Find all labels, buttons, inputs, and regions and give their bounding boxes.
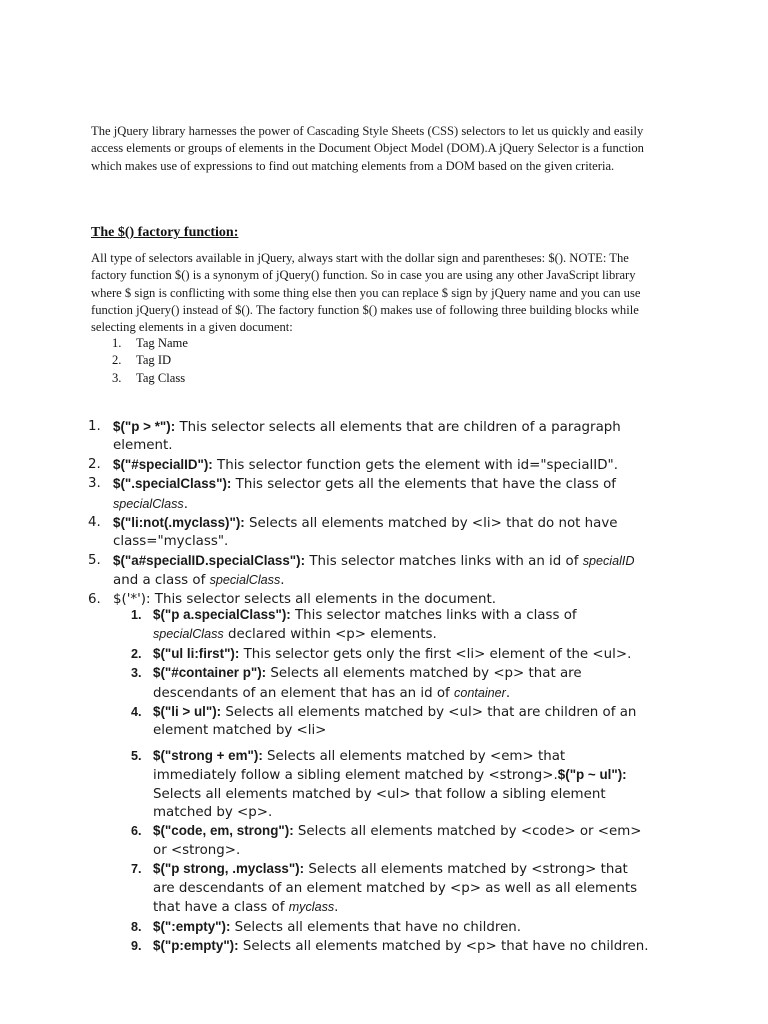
list-item: [131, 747, 651, 823]
selector-description: Selects all elements matched by <strong> that are descendants of an element matched by <p> as well as all elements that have a class of: [153, 862, 638, 916]
class-name: specialClass: [113, 496, 184, 511]
class-name: myclass: [288, 900, 335, 915]
selector-code: $("code, em, strong"):: [153, 823, 294, 839]
list-number: 2.: [131, 646, 142, 661]
selector-code: $(":empty"):: [153, 918, 231, 934]
class-name: specialClass: [209, 573, 281, 588]
description-tail: .: [334, 900, 339, 916]
list-body: [153, 918, 651, 937]
selector-code: $("p ~ ul"):: [557, 767, 627, 783]
list-number: 2.: [88, 456, 101, 472]
description-tail: .: [505, 685, 511, 701]
selector-description: This selector gets only the first <li> element of the <ul>.: [239, 646, 632, 662]
list-body: [153, 606, 651, 645]
list-body: [113, 552, 648, 591]
list-number: 5.: [131, 748, 142, 763]
factory-function-paragraph: All type of selectors available in jQuery, always start with the dollar sign and parentheses: $(). NOTE: The factory function $() is a synonym of jQuery() function. So in case you are using any other JavaScript library where $ sign is conflicting with some thing else then you can replace $ sign by jQuery name and you can use function jQuery() instead of $(). The factory function $() makes use of following three building blocks while selecting elements in a given document:: [91, 251, 641, 335]
section-heading: The $() factory function:: [91, 225, 239, 240]
selector-code: $("#container p"):: [153, 665, 267, 681]
list-text: Tag ID: [136, 353, 172, 368]
selector-description: Selects all elements matched by <ul> that are children of an element matched by <li>: [153, 705, 637, 739]
selector-code: $("ul li:first"):: [153, 645, 240, 661]
list-text: Tag Name: [136, 336, 188, 350]
class-name: specialClass: [153, 627, 224, 642]
list-item: [131, 664, 651, 703]
list-item: [131, 860, 651, 917]
selector-list: [88, 418, 648, 609]
list-number: 3.: [112, 370, 122, 385]
list-number: 6.: [88, 591, 101, 607]
description-tail: declared within <p> elements.: [223, 627, 437, 643]
selector-description: Selects all elements matched by <code> or <em> or <strong>.: [153, 824, 642, 858]
selector-code: $("p > *"):: [113, 419, 176, 434]
list-item: [112, 370, 188, 387]
selector-code: $("p a.specialClass"):: [153, 607, 291, 622]
list-body: [153, 822, 651, 860]
list-body: [113, 418, 648, 456]
list-number: 7.: [131, 862, 142, 877]
selector-description: This selector matches links with an id of: [305, 553, 583, 569]
selector-code: $("#specialID"):: [113, 456, 213, 472]
list-item: [131, 645, 651, 664]
list-number: 9.: [131, 938, 142, 953]
list-number: 4.: [88, 515, 101, 531]
selector-description: This selector function gets the element with id="specialID".: [212, 457, 618, 473]
list-number: 4.: [131, 705, 142, 720]
list-number: 6.: [131, 824, 142, 839]
list-number: 3.: [88, 476, 101, 492]
list-body: [113, 514, 648, 552]
id-name: container: [454, 685, 506, 700]
list-item: [88, 456, 648, 475]
list-item: [131, 606, 651, 645]
list-number: 2.: [112, 353, 122, 368]
list-item: [88, 475, 648, 514]
selector-description: This selector selects all elements that are children of a paragraph element.: [113, 420, 621, 454]
selector-code: $(".specialClass"):: [113, 476, 232, 492]
list-item: [88, 552, 648, 591]
list-item: [131, 937, 651, 956]
list-body: [153, 937, 651, 956]
selector-description: Selects all elements matched by <p> that are descendants of an element that has an id of: [153, 666, 582, 701]
description-tail: .: [183, 496, 188, 512]
list-number: 5.: [88, 552, 101, 568]
selector-description: Selects all elements matched by <ul> that follow a sibling element matched by <p>.: [153, 786, 606, 821]
list-item: [131, 918, 651, 937]
selector-description: Selects all elements matched by <em> that immediately follow a sibling element matched by <strong>.: [153, 748, 566, 784]
building-blocks-list: [112, 335, 188, 387]
list-body: [153, 645, 651, 664]
list-body: [153, 703, 651, 741]
list-item: [131, 822, 651, 860]
list-number: 3.: [131, 666, 142, 681]
list-body: [153, 664, 651, 703]
list-item: [88, 514, 648, 552]
selector-code: $("a#specialID.specialClass"):: [113, 552, 306, 568]
selector-description: Selects all elements matched by <li> that do not have class="myclass".: [113, 516, 618, 550]
selector-code: $("p strong, .myclass"):: [153, 861, 305, 877]
list-body: [153, 747, 651, 823]
list-body: [153, 860, 651, 917]
selector-code: $("strong + em"):: [153, 747, 263, 763]
description-tail: and a class of: [113, 573, 210, 589]
list-body: [113, 456, 648, 475]
list-item: [112, 352, 188, 369]
description-tail: .: [280, 573, 285, 589]
selector-description: Selects all elements that have no children.: [230, 919, 522, 935]
id-name: specialID: [582, 553, 635, 568]
selector-code: $("li:not(.myclass)"):: [113, 515, 245, 531]
selector-description: Selects all elements matched by <p> that have no children.: [238, 938, 649, 954]
selector-code: $("p:empty"):: [153, 937, 239, 953]
selector-code: $("li > ul"):: [153, 704, 222, 720]
selector-sub-list: [131, 606, 651, 956]
list-item: [88, 418, 648, 456]
list-item: [131, 703, 651, 741]
list-number: 1.: [131, 608, 142, 622]
list-item: [112, 335, 188, 352]
selector-description: This selector matches links with a class of: [290, 608, 577, 623]
list-text: Tag Class: [136, 370, 186, 385]
list-number: 1.: [112, 336, 122, 350]
selector-description: This selector gets all the elements that have the class of: [231, 477, 617, 493]
list-body: [113, 475, 648, 514]
intro-paragraph: The jQuery library harnesses the power of Cascading Style Sheets (CSS) selectors to let us quickly and easily access elements or groups of elements in the Document Object Model (DOM).A jQuery Selector is a function which makes use of expressions to find out matching elements from a DOM based on the given criteria.: [91, 124, 644, 173]
selector-description: $('*'): This selector selects all elements in the document.: [113, 591, 497, 607]
list-number: 8.: [131, 919, 142, 934]
list-number: 1.: [88, 419, 101, 434]
